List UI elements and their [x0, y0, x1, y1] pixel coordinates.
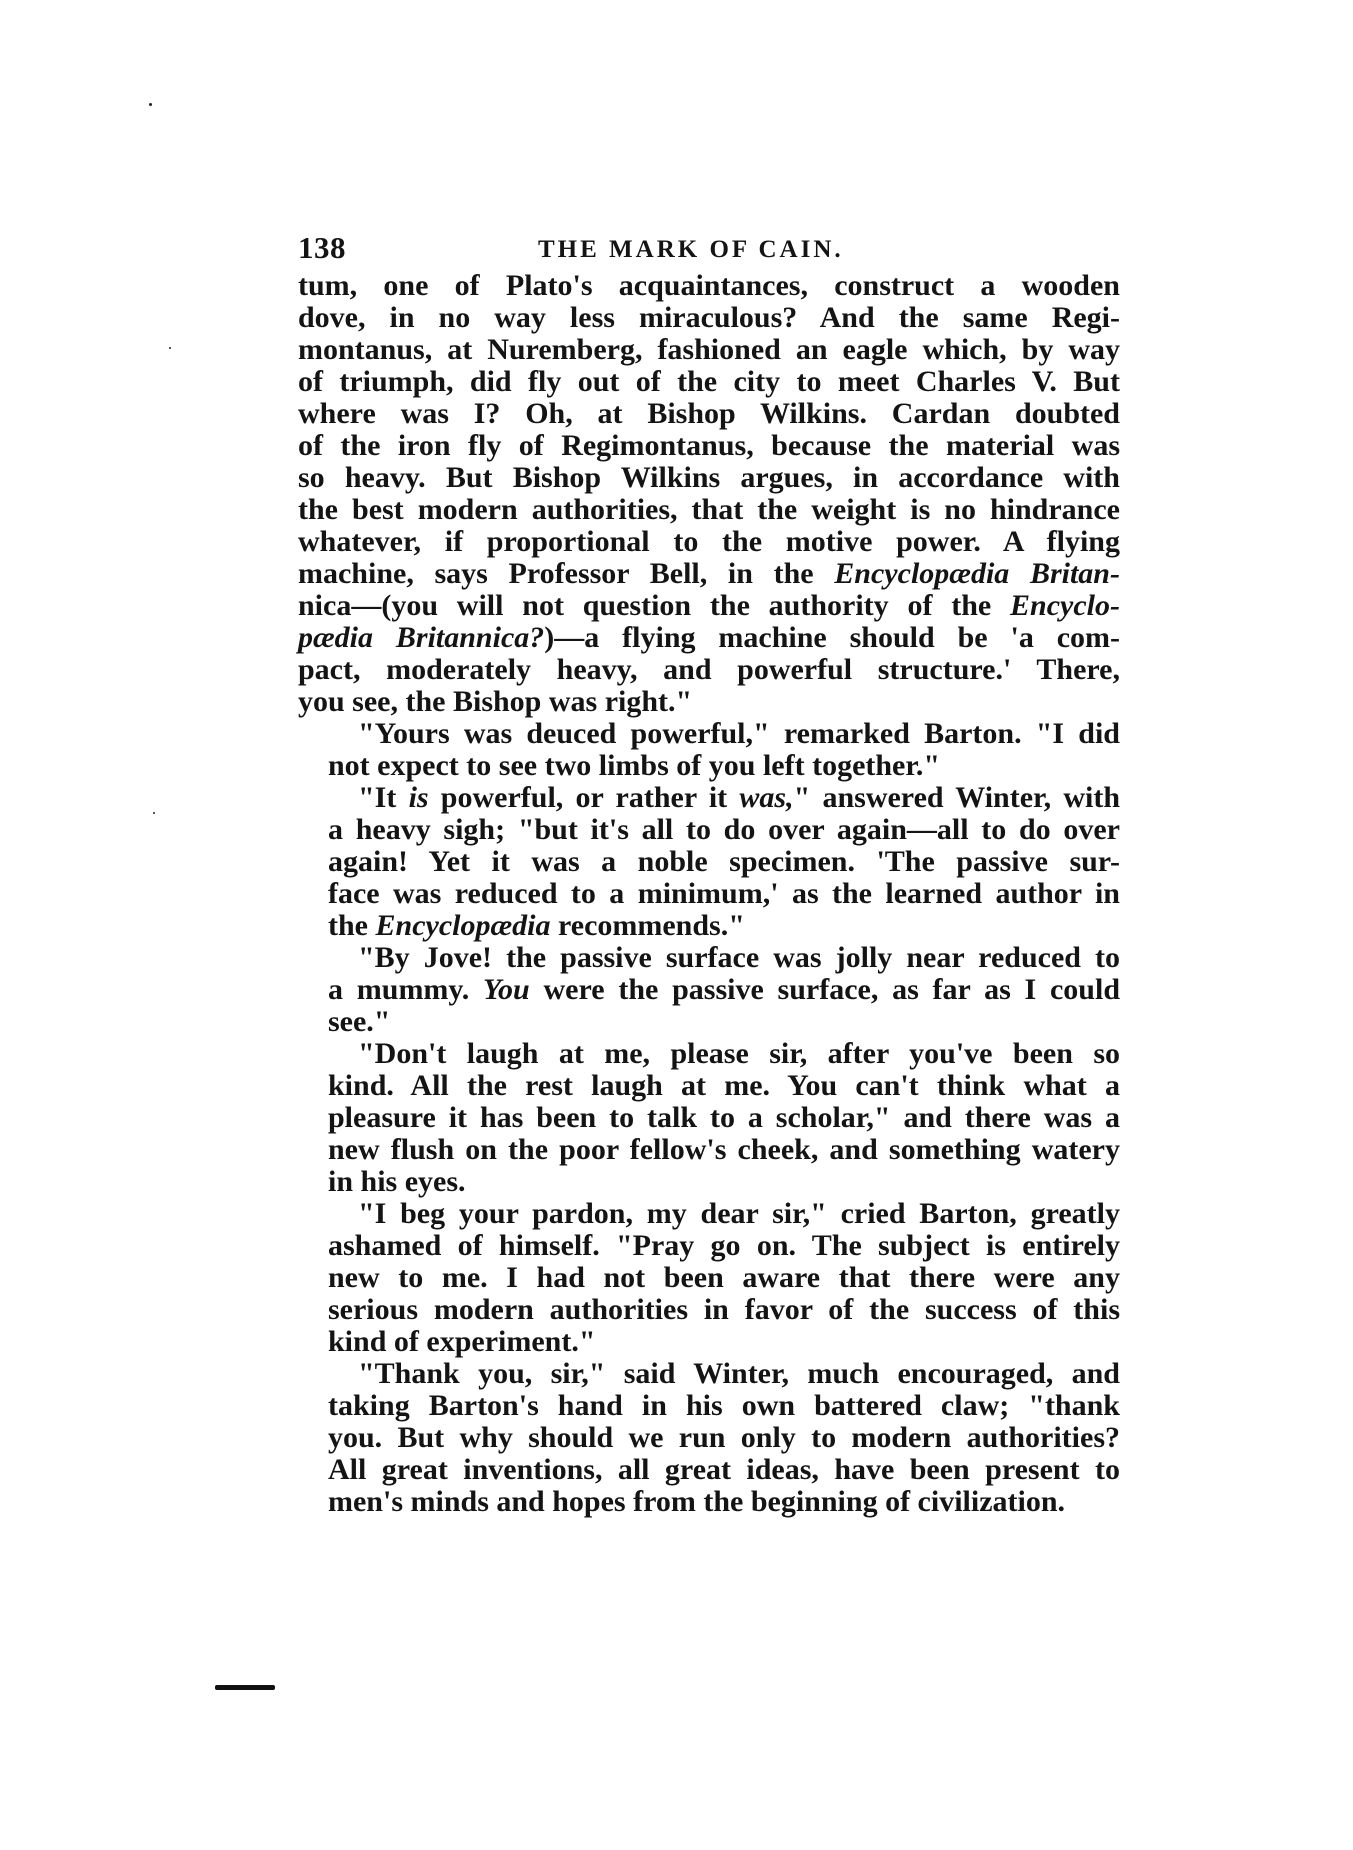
page-number: 138	[298, 230, 346, 265]
running-head: THE MARK OF CAIN.	[538, 236, 844, 263]
text-line: kind. All the rest laugh at me. You can't think what a	[328, 1069, 1120, 1102]
paragraph	[298, 942, 1120, 1038]
text-line: you see, the Bishop was right."	[298, 685, 693, 718]
text-line: see."	[328, 1005, 391, 1038]
text-line: the best modern authorities, that the weight is no hindrance	[298, 493, 1120, 526]
margin-dash-mark	[215, 1685, 275, 1690]
text-line: a heavy sigh; "but it's all to do over again—all to do over	[328, 813, 1120, 846]
paragraph	[298, 1198, 1120, 1358]
text-line: whatever, if proportional to the motive power. A flying	[298, 525, 1120, 558]
text-line: the Encyclopædia recommends."	[328, 909, 745, 942]
text-line: "It is powerful, or rather it was," answered Winter, with	[358, 781, 1121, 814]
text-line: "Yours was deuced powerful," remarked Barton. "I did	[358, 717, 1120, 750]
text-line: a mummy. You were the passive surface, as far as I could	[328, 973, 1120, 1006]
page-header	[298, 228, 1118, 268]
text-line: so heavy. But Bishop Wilkins argues, in accordance with	[298, 461, 1120, 494]
text-line: serious modern authorities in favor of the success of this	[328, 1293, 1120, 1326]
text-line: pleasure it has been to talk to a scholar," and there was a	[328, 1101, 1120, 1134]
text-line: taking Barton's hand in his own battered claw; "thank	[328, 1389, 1120, 1422]
margin-speck	[169, 347, 171, 349]
text-line: in his eyes.	[328, 1165, 466, 1198]
text-line: new flush on the poor fellow's cheek, and something watery	[328, 1133, 1120, 1166]
paragraph	[298, 270, 1120, 718]
paragraph	[298, 1038, 1120, 1198]
paragraph	[298, 718, 1120, 782]
paragraph	[298, 1358, 1120, 1518]
text-line: All great inventions, all great ideas, have been present to	[328, 1453, 1120, 1486]
text-line: nica—(you will not question the authority of the Encyclo-	[298, 589, 1120, 622]
text-line: machine, says Professor Bell, in the Encyclopædia Britan-	[298, 557, 1120, 590]
text-line: face was reduced to a minimum,' as the learned author in	[328, 877, 1120, 910]
text-line: of triumph, did fly out of the city to meet Charles V. But	[298, 365, 1120, 398]
text-line: pædia Britannica?)—a flying machine should be 'a com-	[298, 621, 1121, 654]
text-line: "Thank you, sir," said Winter, much encouraged, and	[358, 1357, 1120, 1390]
text-line: pact, moderately heavy, and powerful structure.' There,	[298, 653, 1120, 686]
paragraph	[298, 782, 1120, 942]
text-line: "I beg your pardon, my dear sir," cried Barton, greatly	[358, 1197, 1120, 1230]
text-line: ashamed of himself. "Pray go on. The subject is entirely	[328, 1229, 1120, 1262]
text-line: tum, one of Plato's acquaintances, construct a wooden	[298, 269, 1120, 302]
text-line: of the iron fly of Regimontanus, because the material was	[298, 429, 1120, 462]
text-line: "By Jove! the passive surface was jolly near reduced to	[358, 941, 1120, 974]
margin-speck	[149, 103, 152, 106]
text-line: kind of experiment."	[328, 1325, 596, 1358]
text-line: again! Yet it was a noble specimen. 'The passive sur-	[328, 845, 1120, 878]
text-line: "Don't laugh at me, please sir, after you've been so	[358, 1037, 1120, 1070]
body-text	[298, 270, 1120, 1518]
margin-speck	[153, 812, 155, 814]
text-line: men's minds and hopes from the beginning of civilization.	[328, 1485, 1066, 1518]
text-line: new to me. I had not been aware that there were any	[328, 1261, 1120, 1294]
text-line: dove, in no way less miraculous? And the same Regi-	[298, 301, 1120, 334]
text-line: you. But why should we run only to modern authorities?	[328, 1421, 1120, 1454]
text-line: montanus, at Nuremberg, fashioned an eagle which, by way	[298, 333, 1120, 366]
text-line: where was I? Oh, at Bishop Wilkins. Cardan doubted	[298, 397, 1120, 430]
text-line: not expect to see two limbs of you left together."	[328, 749, 941, 782]
